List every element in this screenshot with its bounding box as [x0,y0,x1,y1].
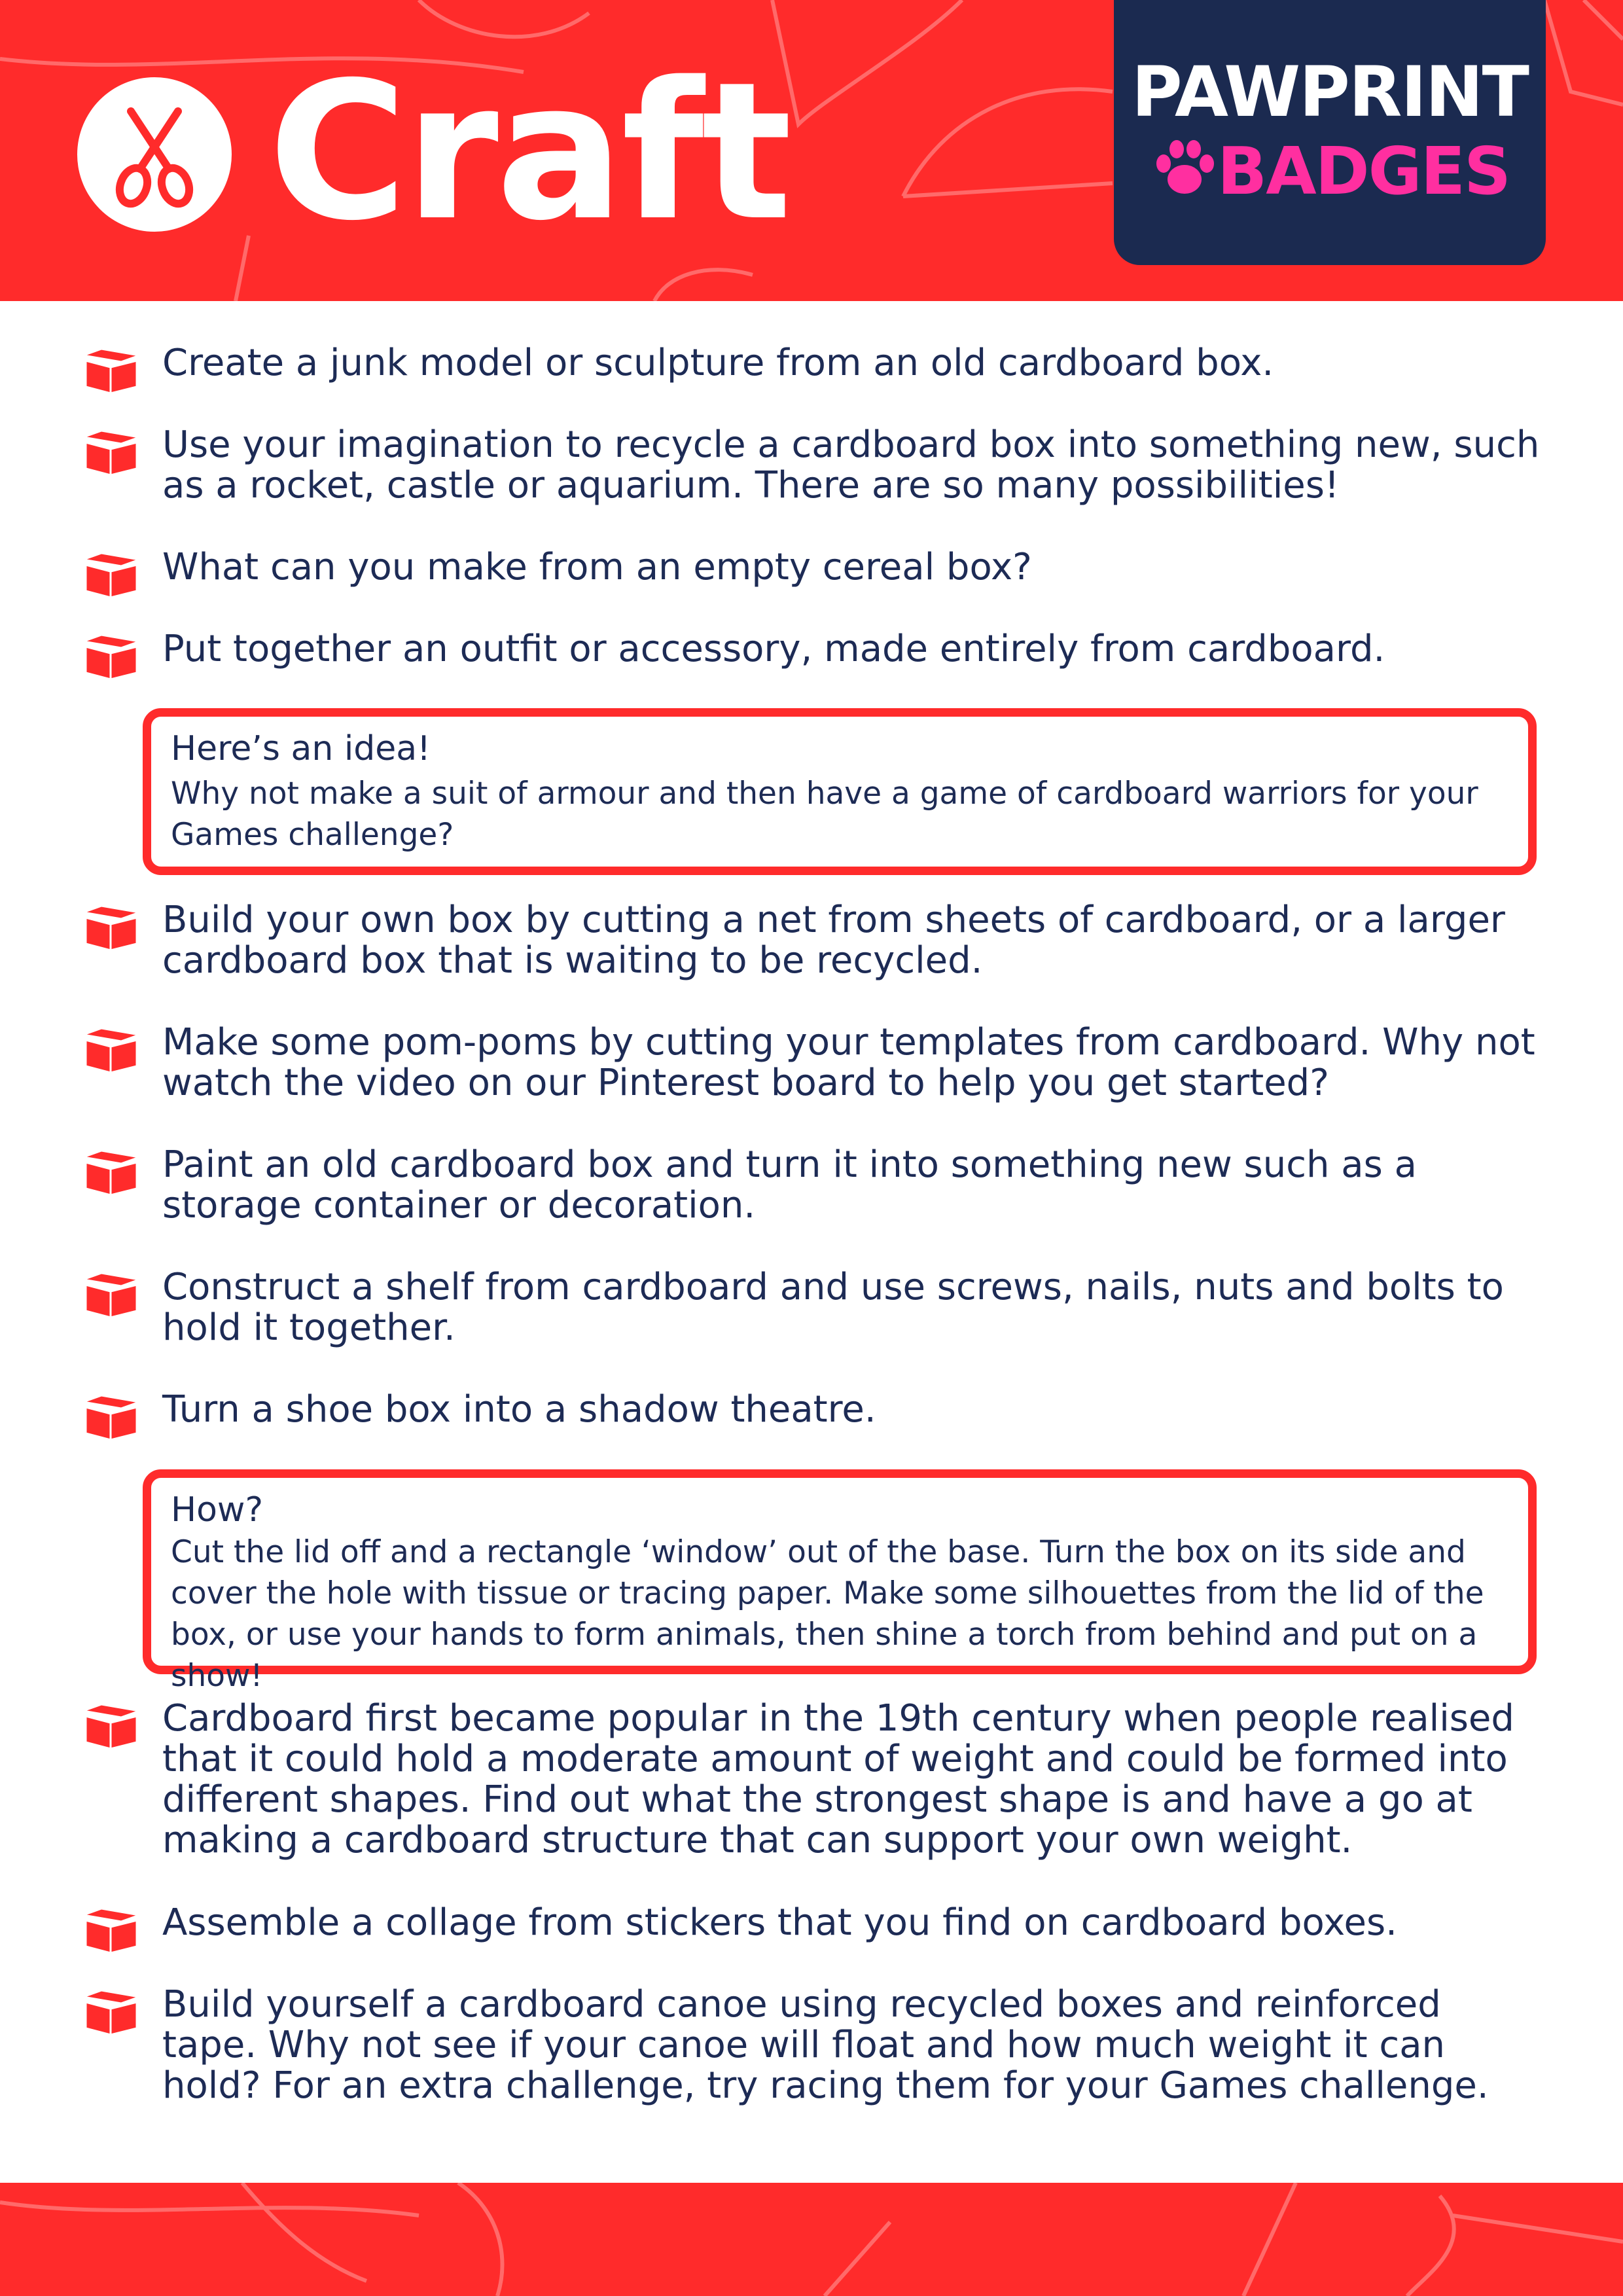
cardboard-box-icon [82,346,141,397]
paw-icon [1152,136,1217,202]
list-item: Make some pom-poms by cutting your templates from cardboard. Why not watch the video on our Pinterest board to help you get started? [162,1021,1535,1104]
list-item: Paint an old cardboard box and turn it into something new such as a storage container or decoration. [162,1143,1417,1227]
cardboard-box-icon [82,1393,141,1444]
cardboard-box-icon [82,1148,141,1199]
callout-body: Cut the lid off and a rectangle ‘window’ out of the base. Turn the box on its side and cover the hole with tissue or tracing paper. Make some silhouettes from the lid of the box, or use your hands to form animals, then shine a torch from behind and put on a show! [171,1534,1484,1694]
page-title: Craft [268,42,790,262]
cardboard-box-icon [82,632,141,683]
footer-banner [0,2183,1623,2296]
cardboard-box-icon [82,903,141,954]
brand-name-line2: BADGES [1217,133,1510,209]
list-item: Turn a shoe box into a shadow theatre. [162,1388,876,1431]
list-item: Construct a shelf from cardboard and use screws, nails, nuts and bolts to hold it together. [162,1266,1504,1349]
list-item: Create a junk model or sculpture from an old cardboard box. [162,342,1274,384]
callout-title: Here’s an idea! [171,729,431,768]
cardboard-box-icon [82,1702,141,1753]
cardboard-box-icon [82,1906,141,1957]
idea-callout [143,708,1537,875]
brand-name-line1: PAWPRINT [1132,52,1528,132]
list-item: Cardboard first became popular in the 19th century when people realised that it could hold a moderate amount of weight and could be formed into different shapes. Find out what the strongest shape is and have a go at making a cardboard structure that can support your own weight. [162,1697,1514,1861]
footer-decoration [0,2183,1623,2296]
list-item: What can you make from an empty cereal box? [162,546,1032,588]
cardboard-box-icon [82,428,141,479]
list-item: Assemble a collage from stickers that you find on cardboard boxes. [162,1901,1397,1944]
list-item: Put together an outfit or accessory, made entirely from cardboard. [162,628,1385,670]
list-item: Use your imagination to recycle a cardboard box into something new, such as a rocket, castle or aquarium. There are so many possibilities! [162,423,1540,507]
list-item: Build yourself a cardboard canoe using recycled boxes and reinforced tape. Why not see if your canoe will float and how much weight it can hold? For an extra challenge, try racing them for your Games challenge. [162,1983,1489,2107]
callout-title: How? [171,1490,264,1530]
how-callout [143,1469,1537,1694]
cardboard-box-icon [82,1988,141,2039]
brand-logo [1114,0,1546,265]
cardboard-box-icon [82,550,141,601]
scissors-icon-badge [77,77,232,232]
cardboard-box-icon [82,1270,141,1321]
cardboard-box-icon [82,1026,141,1077]
callout-body: Why not make a suit of armour and then have a game of cardboard warriors for your Games challenge? [171,776,1478,853]
list-item: Build your own box by cutting a net from sheets of cardboard, or a larger cardboard box that is waiting to be recycled. [162,899,1505,982]
scissors-icon [77,77,232,232]
